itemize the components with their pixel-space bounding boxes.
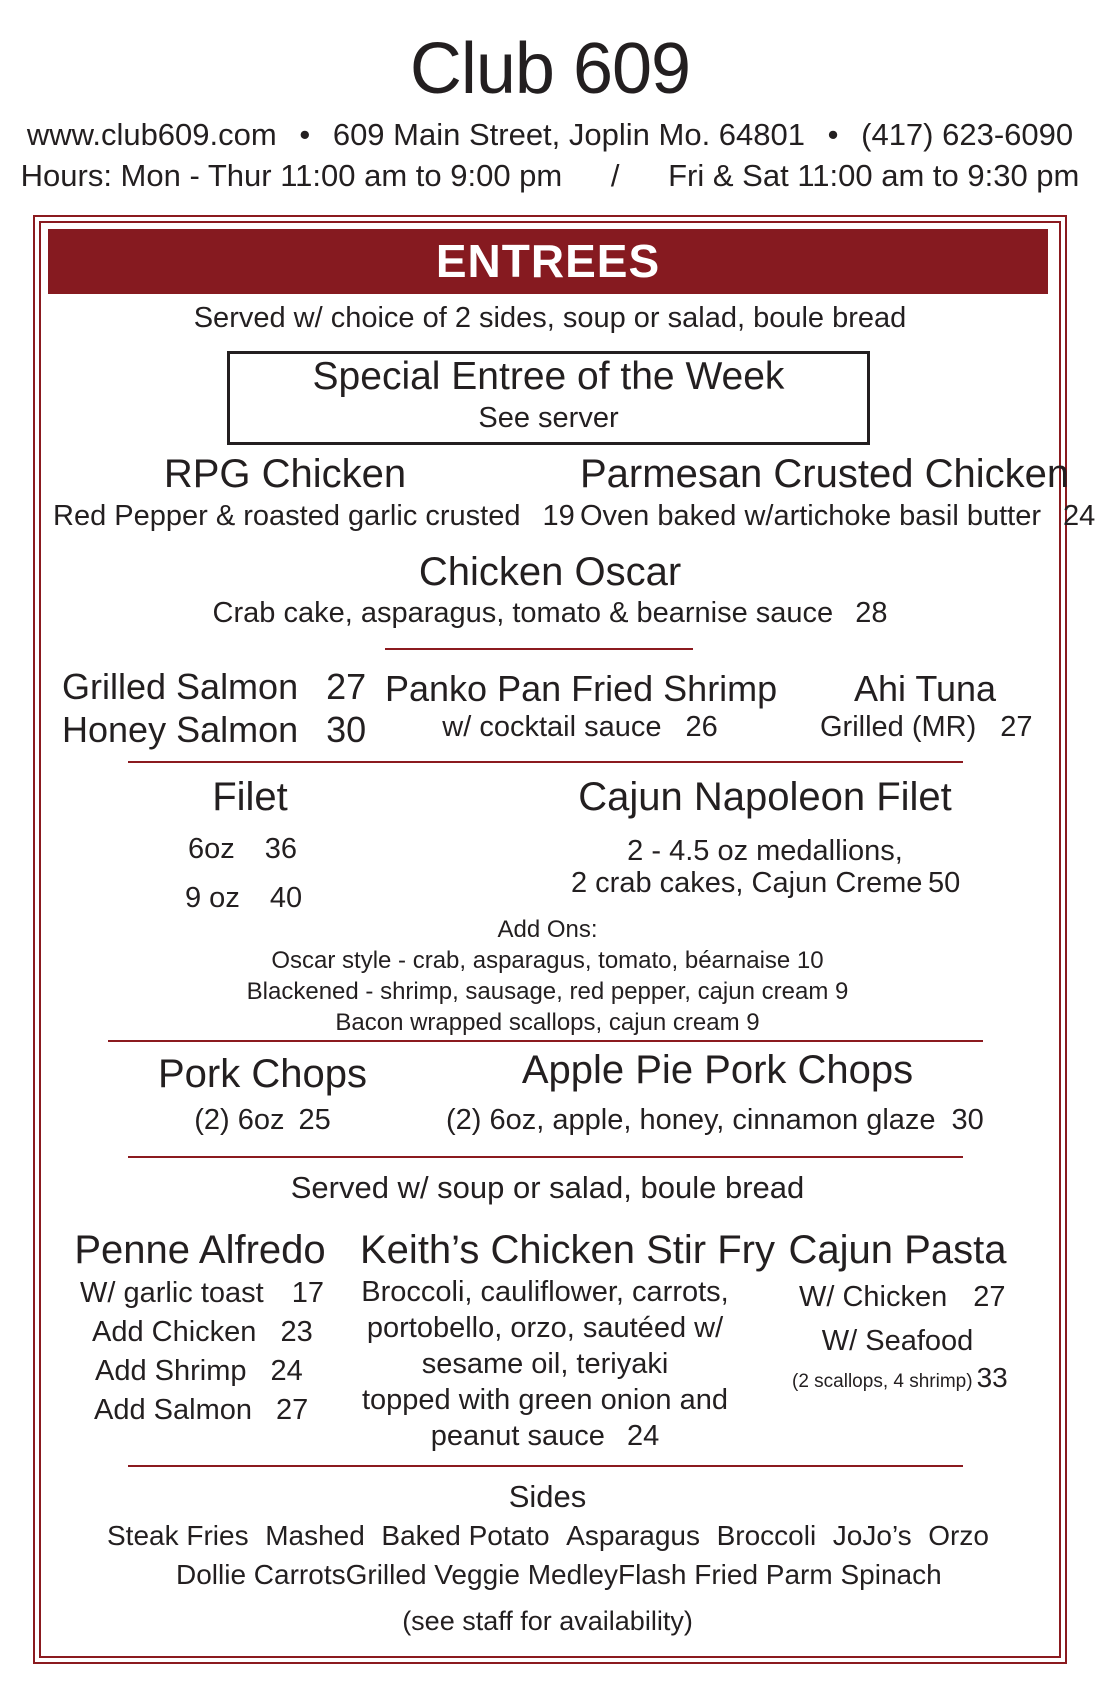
cajun-napoleon-name: Cajun Napoleon Filet: [578, 775, 952, 819]
apple-pie-pork-price: 30: [951, 1104, 984, 1136]
entrees-served-note: Served w/ choice of 2 sides, soup or salad, boule bread: [193, 302, 907, 334]
side-item: JoJo’s: [832, 1520, 912, 1551]
sides-row: [107, 1520, 989, 1552]
rpg-chicken-price: 19: [542, 500, 575, 532]
ahi-tuna-price: 27: [1000, 711, 1033, 743]
side-item: Baked Potato: [381, 1520, 550, 1551]
addon-item: Blackened - shrimp, sausage, red pepper, cajun cream 9: [246, 978, 849, 1005]
penne-alfredo-name: Penne Alfredo: [74, 1228, 326, 1272]
divider: [128, 1156, 963, 1158]
rpg-chicken-name: RPG Chicken: [163, 452, 407, 496]
side-item: Flash Fried Parm Spinach: [617, 1559, 942, 1590]
cajun-napoleon-price: 50: [928, 867, 961, 899]
grilled-salmon: Grilled Salmon 27: [62, 666, 367, 707]
shrimp-price: 26: [685, 711, 718, 743]
apple-pie-pork-desc: (2) 6oz, apple, honey, cinnamon glaze 30: [446, 1104, 984, 1136]
filet-size-row: 6oz 36: [188, 833, 298, 865]
filet-price: 40: [269, 882, 303, 914]
side-item: Asparagus: [566, 1520, 701, 1551]
honey-salmon: Honey Salmon 30: [62, 709, 367, 750]
cajun-napoleon-line1: 2 - 4.5 oz medallions,: [627, 835, 903, 867]
divider: [108, 1040, 983, 1042]
phone-number: (417) 623-6090: [861, 117, 1074, 152]
contact-line: [0, 117, 1100, 153]
penne-option: Add Chicken 23: [92, 1316, 313, 1348]
filet-price: 36: [264, 833, 298, 865]
parmesan-chicken-price: 24: [1063, 500, 1096, 532]
stir-fry-line: sesame oil, teriyaki: [421, 1348, 669, 1380]
hours-separator: /: [610, 158, 620, 193]
stir-fry-price: 24: [626, 1420, 660, 1452]
shrimp-desc: w/ cocktail sauce 26: [442, 711, 718, 743]
entrees-banner: ENTREES: [48, 229, 1048, 294]
grilled-salmon-price: 27: [326, 666, 367, 707]
filet-size-row: 9 oz 40: [185, 882, 303, 914]
penne-option: W/ garlic toast 17: [80, 1277, 324, 1309]
rpg-chicken-desc: Red Pepper & roasted garlic crusted 19: [53, 500, 575, 532]
stir-fry-last-line: peanut sauce 24: [430, 1420, 660, 1452]
cajun-napoleon-line2: 2 crab cakes, Cajun Creme: [571, 867, 923, 899]
honey-salmon-price: 30: [326, 709, 367, 750]
hours-line: [0, 158, 1100, 194]
chicken-oscar-name: Chicken Oscar: [418, 550, 682, 594]
shrimp-name: Panko Pan Fried Shrimp: [385, 668, 778, 709]
website-link[interactable]: www.club609.com: [26, 117, 277, 152]
apple-pie-pork-name: Apple Pie Pork Chops: [521, 1048, 914, 1092]
pork-chops-price: 25: [298, 1104, 331, 1136]
separator: •: [827, 117, 839, 152]
cajun-pasta-chicken: W/ Chicken 27: [799, 1281, 1006, 1313]
addon-item: Bacon wrapped scallops, cajun cream 9: [335, 1009, 760, 1036]
side-item: Dollie Carrots: [176, 1559, 346, 1590]
stir-fry-name: Keith’s Chicken Stir Fry: [360, 1228, 775, 1272]
special-entree-note: See server: [478, 402, 619, 434]
divider: [128, 761, 963, 763]
penne-option: Add Shrimp 24: [95, 1355, 303, 1387]
ahi-tuna-name: Ahi Tuna: [853, 668, 997, 709]
parmesan-chicken-name: Parmesan Crusted Chicken: [580, 452, 1070, 496]
restaurant-title: Club 609: [409, 29, 691, 109]
divider: [385, 648, 693, 650]
sides-availability-note: (see staff for availability): [402, 1606, 693, 1636]
address: 609 Main Street, Joplin Mo. 64801: [332, 117, 806, 152]
separator: •: [299, 117, 311, 152]
sides-row: [176, 1559, 942, 1591]
side-item: Grilled Veggie Medley: [345, 1559, 618, 1590]
sides-title: Sides: [508, 1479, 587, 1514]
pasta-served-note: Served w/ soup or salad, boule bread: [290, 1170, 805, 1205]
filet-name: Filet: [212, 775, 288, 819]
stir-fry-line: Broccoli, cauliflower, carrots,: [361, 1276, 729, 1308]
side-item: Broccoli: [716, 1520, 817, 1551]
side-item: Orzo: [928, 1520, 989, 1551]
special-entree-title: Special Entree of the Week: [312, 355, 785, 398]
parmesan-chicken-desc: Oven baked w/artichoke basil butter 24: [580, 500, 1096, 532]
chicken-oscar-price: 28: [855, 597, 888, 629]
chicken-oscar-desc: Crab cake, asparagus, tomato & bearnise sauce 28: [212, 597, 888, 629]
divider: [128, 1465, 963, 1467]
addon-item: Oscar style - crab, asparagus, tomato, béarnaise 10: [271, 947, 824, 974]
addons-title: Add Ons:: [497, 916, 598, 943]
stir-fry-line: topped with green onion and: [361, 1384, 728, 1416]
stir-fry-line: portobello, orzo, sautéed w/: [366, 1312, 724, 1344]
penne-option: Add Salmon 27: [94, 1394, 309, 1426]
cajun-pasta-seafood: W/ Seafood: [821, 1325, 974, 1357]
cajun-pasta-name: Cajun Pasta: [788, 1228, 1007, 1272]
hours-weekday: Hours: Mon - Thur 11:00 am to 9:00 pm: [20, 158, 563, 193]
side-item: Steak Fries: [107, 1520, 249, 1551]
hours-weekend: Fri & Sat 11:00 am to 9:30 pm: [668, 158, 1080, 193]
side-item: Mashed: [265, 1520, 365, 1551]
ahi-tuna-desc: Grilled (MR) 27: [820, 711, 1033, 743]
pork-chops-name: Pork Chops: [158, 1052, 367, 1096]
pork-chops-desc: (2) 6oz 25: [194, 1104, 331, 1136]
cajun-pasta-seafood-detail: (2 scallops, 4 shrimp) 33: [792, 1362, 1008, 1393]
